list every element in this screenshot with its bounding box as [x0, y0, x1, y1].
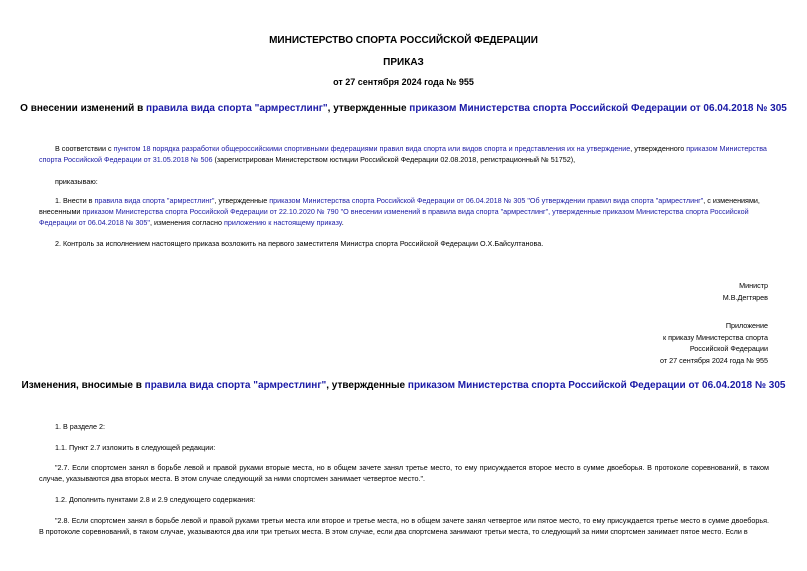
item1-text-2: , утвержденные: [214, 196, 270, 205]
title2-link-rules[interactable]: правила вида спорта "армрестлинг": [144, 380, 327, 391]
preamble-text-2: , утвержденного: [630, 144, 687, 153]
order-word: приказываю:: [55, 177, 98, 186]
signature-block: [723, 280, 768, 303]
order-title: [0, 103, 807, 114]
title2-text-1: Изменения, вносимые в: [21, 380, 145, 391]
item1-text-4: , изменения согласно: [149, 218, 224, 227]
title2-text-2: , утвержденные: [326, 380, 408, 391]
item1-text-1: 1. Внести в: [55, 196, 95, 205]
order-date-number: от 27 сентября 2024 года № 955: [333, 77, 474, 87]
title-text-2: , утвержденные: [327, 103, 410, 114]
title-text-1: О внесении изменений в: [20, 103, 147, 114]
appendix-line-2: к приказу Министерства спорта: [662, 332, 768, 342]
item-1-paragraph: [39, 195, 772, 228]
item1-link-rules[interactable]: правила вида спорта "армрестлинг": [94, 196, 215, 205]
signature-name: М.В.Дегтярев: [722, 292, 768, 302]
change-2-7-text: "2.7. Если спортсмен занял в борьбе левой и правой руками вторые места, но в общем зачете занял третье место, то ему присуждается второе место в сумме двоеборья. В протоколе соревнований, в таком случае, указываются два вторых места. В этом случае следующий за ними спортсмен занимает четвертое место.".: [39, 463, 769, 483]
change-1-1: 1.1. Пункт 2.7 изложить в следующей редакции:: [55, 443, 216, 452]
title-link-order-305[interactable]: приказом Министерства спорта Российской Федерации от 06.04.2018 № 305: [409, 103, 787, 114]
title2-link-order-305[interactable]: приказом Министерства спорта Российской Федерации от 06.04.2018 № 305: [407, 380, 786, 391]
signature-position: Министр: [739, 281, 768, 290]
preamble-link-order-506[interactable]: приказом Министерства спорта Российской Федерации от 31.05.2018 № 506: [39, 144, 767, 164]
title-link-rules[interactable]: правила вида спорта "армрестлинг": [146, 103, 328, 114]
item-2-paragraph: 2. Контроль за исполнением настоящего приказа возложить на первого заместителя Министра спорта Российской Федерации О.Х.Байсултанова.: [55, 239, 544, 248]
item1-link-order-790[interactable]: приказом Министерства спорта Российской Федерации от 22.10.2020 № 790 "О внесении изменений в правила вида спорта "армрестлинг", утвержденные приказом Министерства спорта Российской Федерации от 06.04.2018 № 305": [39, 207, 749, 227]
preamble-text-1: В соответствии с: [55, 144, 114, 153]
preamble-text-3: (зарегистрирован Министерством юстиции Российской Федерации 02.08.2018, регистрационный № 51752),: [212, 155, 576, 164]
appendix-line-4: от 27 сентября 2024 года № 955: [660, 355, 768, 365]
preamble-link-point-18[interactable]: пунктом 18 порядка разработки общероссийскими спортивными федерациями правил вида спорта или видов спорта и представления их на утверждение: [113, 144, 631, 153]
change-1: 1. В разделе 2:: [55, 422, 105, 431]
appendix-line-3: Российской Федерации: [689, 344, 768, 353]
item1-link-order-305[interactable]: приказом Министерства спорта Российской Федерации от 06.04.2018 № 305 "Об утверждении правил вида спорта "армрестлинг": [269, 196, 704, 205]
item1-text-3: , с изменениями, внесенными: [39, 196, 760, 216]
item1-text-5: .: [341, 218, 344, 227]
preamble-paragraph: [39, 143, 769, 165]
changes-title: [0, 380, 807, 391]
doc-type-heading: ПРИКАЗ: [383, 57, 424, 68]
change-1-2: 1.2. Дополнить пунктами 2.8 и 2.9 следующего содержания:: [55, 495, 256, 504]
change-2-8-text: "2.8. Если спортсмен занял в борьбе левой и правой руками третьи места или второе и третье места, но в общем зачете занял четвертое или пятое место, то ему присуждается третье место в сумме двоеборья. В протоколе соревнований, в таком случае, указываются два или три третьих места. В этом случае, если два спортсмена занимают третьи места, то следующий за ними спортсмен занимает пятое место. Если в: [39, 516, 769, 536]
appendix-block: [660, 320, 768, 366]
item1-link-appendix[interactable]: приложению к настоящему приказу: [223, 218, 342, 227]
ministry-heading: МИНИСТЕРСТВО СПОРТА РОССИЙСКОЙ ФЕДЕРАЦИИ: [269, 35, 538, 46]
appendix-line-1: Приложение: [725, 321, 768, 330]
